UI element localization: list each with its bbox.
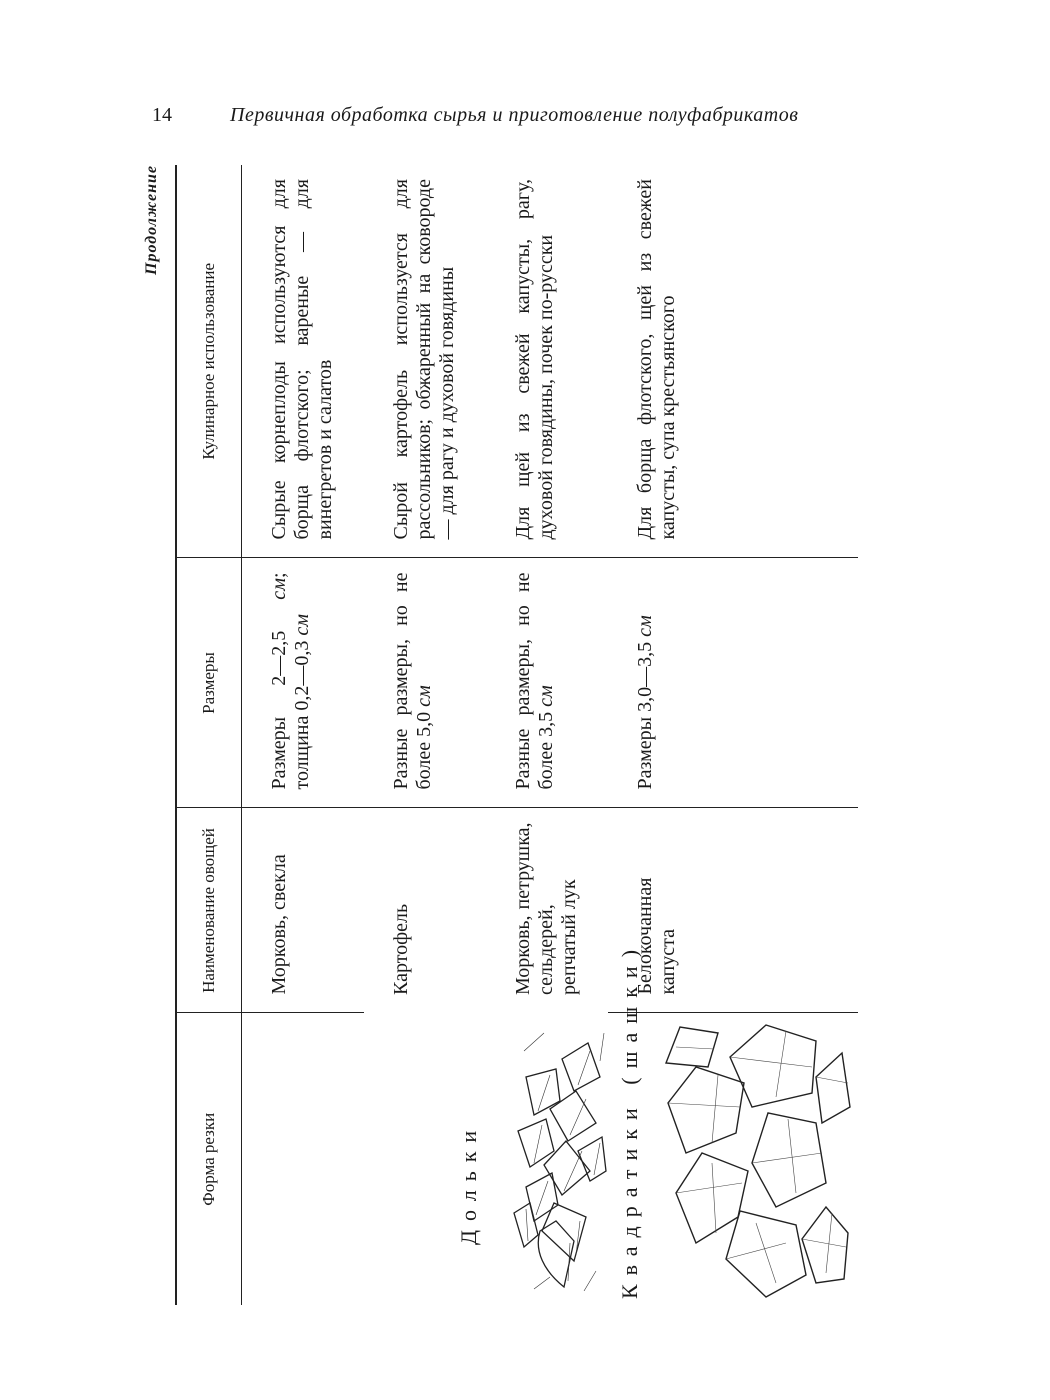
cell-size-0 [242, 558, 364, 808]
size-text-3: Размеры 3,0—3,5 [633, 641, 656, 790]
size-unit-0b: см [291, 613, 313, 636]
shape-label-wedges: Дольки [456, 1121, 481, 1245]
continuation-label: Продолжение [143, 165, 160, 275]
size-unit-0a: см [268, 578, 290, 600]
shape-cell-wedges [242, 1013, 608, 1305]
size-text-1: Разные размеры, но не более 5,0 [389, 572, 435, 790]
cell-vegetable-3: Белокочанная капуста [608, 808, 858, 1013]
header-vegetable: Наименование овощей [176, 808, 242, 1013]
table-row [608, 165, 858, 1305]
header-use: Кулинарное использование [176, 165, 242, 558]
size-unit-2: см [534, 685, 557, 707]
size-unit-3: см [633, 615, 656, 637]
rotated-table [143, 165, 875, 1305]
cell-vegetable-2: Морковь, петрушка, сельдерей, репчатый лук [511, 822, 580, 995]
size-mid-0: ; толщина 0,2—0,3 [268, 572, 313, 790]
cell-vegetable-1: Картофель [389, 903, 412, 995]
potato-wedges-drawing [504, 1029, 610, 1291]
shape-cell-squares [608, 940, 858, 1305]
cell-use-2: Для щей из свежей капусты, рагу, духовой говядины, почек по-русски [486, 165, 608, 558]
running-head: Первичная обработка сырья и приготовление полуфабрикатов [230, 104, 799, 126]
size-text-0: Размеры 2—2,5 [268, 630, 290, 790]
cutting-table [175, 165, 858, 1305]
page-number: 14 [152, 104, 172, 126]
table-header-row [176, 165, 242, 1305]
cell-size-3 [608, 558, 858, 808]
size-unit-1: см [412, 685, 435, 707]
size-text-2: Разные размеры, но не более 3,5 [511, 572, 557, 790]
cell-use-0: Сырые корнеплоды используются для борща флотского; вареные — для винегретов и салатов [242, 165, 364, 558]
cell-size-2 [486, 558, 608, 808]
shape-label-squares: Квадратики (шашки) [616, 940, 642, 1299]
header-size: Размеры [176, 558, 242, 808]
cell-vegetable-0: Морковь, свекла [242, 808, 364, 1013]
header-shape: Форма резки [176, 1013, 242, 1305]
cell-size-1 [364, 558, 486, 808]
cell-use-3: Для борща флотского, щей из свежей капусты, супа крестьянского [608, 165, 858, 558]
cabbage-squares-drawing [656, 1019, 852, 1303]
table-row [242, 165, 364, 1305]
cell-use-1: Сырой картофель используется для рассольников; обжаренный на сковороде — для рагу и духовой говядины [364, 165, 486, 558]
